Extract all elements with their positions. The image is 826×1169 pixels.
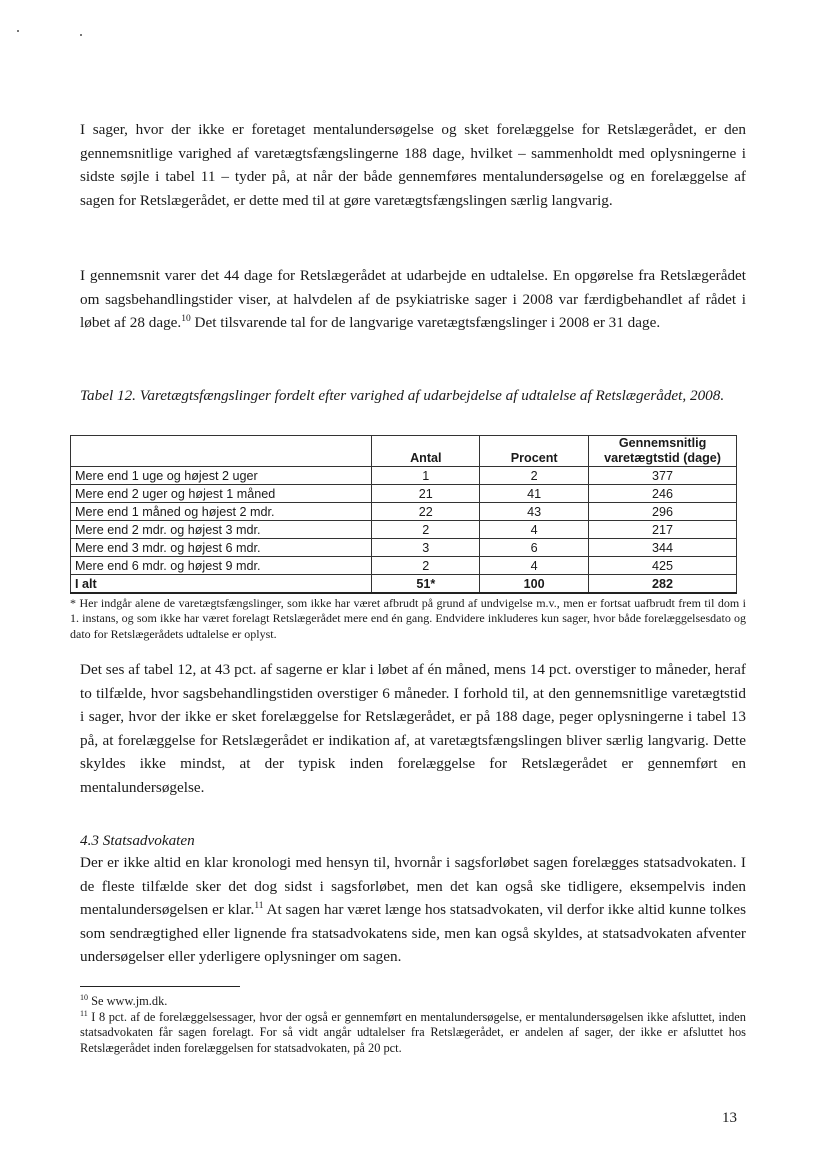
footnote-divider — [80, 986, 240, 987]
footnote-text: I 8 pct. af de forelæggelsessager, hvor der også er gennemført en mentalundersøgelse, er mentalundersøgelsen ikke afsluttet, inden statsadvokaten får sagen forelagt. For så vidt angår udtalelser fra Retslægerådet, er andelen af sager, der ikke er afsluttet hos Retslægerådet inden forelæggelsen for statsadvokaten, på 20 pct. — [80, 1010, 746, 1055]
cell-dage: 377 — [589, 467, 737, 485]
table-row — [71, 485, 737, 503]
table-header-row — [71, 436, 737, 467]
cell-procent: 4 — [480, 521, 589, 539]
cell-dage: 344 — [589, 539, 737, 557]
header-antal: Antal — [372, 436, 480, 467]
footnote-text: Se www.jm.dk. — [88, 994, 168, 1008]
row-label: Mere end 2 mdr. og højest 3 mdr. — [71, 521, 372, 539]
total-antal: 51* — [372, 575, 480, 594]
table-row — [71, 539, 737, 557]
cell-procent: 43 — [480, 503, 589, 521]
row-label: Mere end 1 uge og højest 2 uger — [71, 467, 372, 485]
footnote-10 — [80, 994, 746, 1009]
table-row — [71, 467, 737, 485]
paragraph-text: Der er ikke altid en klar kronologi med hensyn til, hvornår i sagsforløbet sagen forelægges statsadvokaten. I de fleste tilfælde sker det dog sidst i sagsforløbet, men det kan også ske tidligere, eksempelvis inden mentalundersøgelsen er klar. — [80, 854, 746, 919]
cell-dage: 296 — [589, 503, 737, 521]
table-row — [71, 503, 737, 521]
cell-procent: 41 — [480, 485, 589, 503]
row-label: Mere end 6 mdr. og højest 9 mdr. — [71, 557, 372, 575]
total-dage: 282 — [589, 575, 737, 594]
cell-antal: 3 — [372, 539, 480, 557]
section-heading: 4.3 Statsadvokaten — [80, 832, 195, 849]
paragraph-text: At sagen har været længe hos statsadvokaten, vil derfor ikke altid kunne tolkes som sendrægtighed eller lignende fra statsadvokatens side, men kan også skyldes, at statsadvokaten afventer undersøgelser eller yderligere oplysninger om sagen. — [80, 901, 746, 966]
cell-dage: 425 — [589, 557, 737, 575]
row-label: Mere end 3 mdr. og højest 6 mdr. — [71, 539, 372, 557]
header-procent: Procent — [480, 436, 589, 467]
scan-speck — [80, 34, 82, 36]
header-blank — [71, 436, 372, 467]
paragraph-text: I gennemsnit varer det 44 dage for Retslægerådet at udarbejde en udtalelse. En opgørelse fra Retslægerådet om sagsbehandlingstider viser, at halvdelen af de psykiatriske sager i 2008 var færdigbehandlet af rådet i løbet af 28 dage. — [80, 267, 746, 332]
page-number: 13 — [722, 1110, 737, 1126]
scan-speck — [17, 30, 19, 32]
cell-dage: 217 — [589, 521, 737, 539]
paragraph-text: Det tilsvarende tal for de langvarige varetægtsfængslinger i 2008 er 31 dage. — [190, 314, 661, 332]
row-label: Mere end 1 måned og højest 2 mdr. — [71, 503, 372, 521]
total-procent: 100 — [480, 575, 589, 594]
paragraph-statsadvokaten — [80, 851, 746, 969]
total-label: I alt — [71, 575, 372, 594]
footnote-ref-11[interactable]: 11 — [254, 901, 264, 912]
cell-procent: 6 — [480, 539, 589, 557]
row-label: Mere end 2 uger og højest 1 måned — [71, 485, 372, 503]
cell-procent: 4 — [480, 557, 589, 575]
paragraph-retslaegeraadet-tid — [80, 264, 746, 335]
table-total-row — [71, 575, 737, 594]
table-row — [71, 521, 737, 539]
paragraph-varighed: I sager, hvor der ikke er foretaget mentalundersøgelse og sket forelæggelse for Retslægerådet, er den gennemsnitlige varighed af varetægtsfængslingerne 188 dage, hvilket – sammenholdt med oplysningerne i sidste søjle i tabel 11 – tyder på, at når der både gennemføres mentalundersøgelse og en forelæggelse af sagen for Retslægerådet, er dette med til at gøre varetægtsfængslingen særlig langvarig. — [80, 121, 746, 209]
cell-antal: 2 — [372, 521, 480, 539]
cell-antal: 2 — [372, 557, 480, 575]
table-caption: Tabel 12. Varetægtsfængslinger fordelt efter varighed af udarbejdelse af udtalelse af Retslægerådet, 2008. — [80, 387, 725, 404]
data-table-12 — [70, 435, 737, 594]
cell-procent: 2 — [480, 467, 589, 485]
cell-dage: 246 — [589, 485, 737, 503]
table-row — [71, 557, 737, 575]
footnote-ref-10[interactable]: 10 — [181, 314, 191, 325]
footnote-number: 10 — [80, 993, 88, 1002]
footnote-11 — [80, 1010, 746, 1056]
table-note: * Her indgår alene de varetægtsfængslinger, som ikke har været afbrudt på grund af undvigelse m.v., men er fortsat uafbrudt frem til dom i 1. instans, og som ikke har været forelagt Retslægerådet mere end én gang. Endvidere inkluderes kun sager, hvor både forelæggelsesdato og dato for Retslægerådets udtalelse er oplyst. — [70, 596, 746, 641]
cell-antal: 22 — [372, 503, 480, 521]
cell-antal: 21 — [372, 485, 480, 503]
header-varetaegtstid: Gennemsnitlig varetægtstid (dage) — [589, 436, 737, 467]
footnote-number: 11 — [80, 1009, 88, 1018]
paragraph-tabel-12-analyse: Det ses af tabel 12, at 43 pct. af sagerne er klar i løbet af én måned, mens 14 pct. overstiger to måneder, heraf to tilfælde, hvor sagsbehandlingstiden overstiger 6 måneder. I forhold til, at den gennemsnitlige varetægtstid i sager, hvor der ikke er sket forelæggelse for Retslægerådet, er på 188 dage, peger oplysningerne i tabel 13 på, at forelæggelse for Retslægerådet er indikation af, at varetægtsfængslingen bliver særlig langvarig. Dette skyldes ikke mindst, at der typisk inden forelæggelse for Retslægerådet er gennemført en mentalundersøgelse. — [80, 661, 746, 796]
cell-antal: 1 — [372, 467, 480, 485]
